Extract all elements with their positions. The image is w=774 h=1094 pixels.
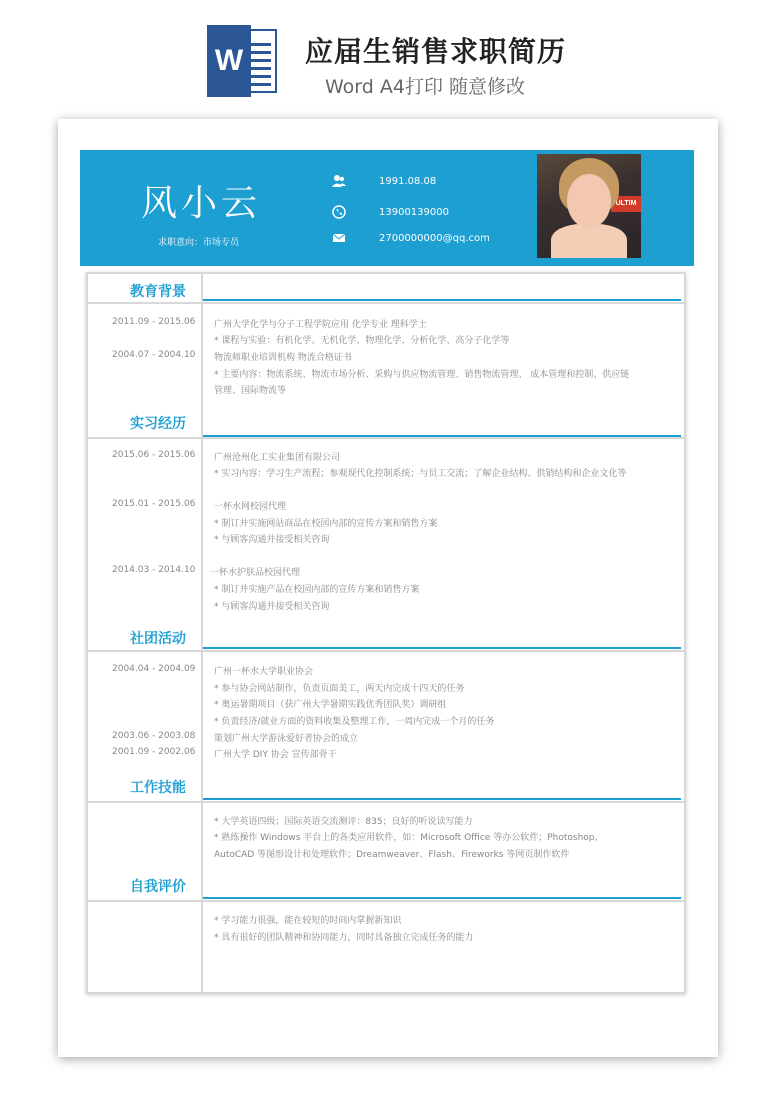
internship-date-2: 2015.01 - 2015.06 <box>112 499 196 509</box>
internship-line-6: 一杯水护肤品校园代理 <box>210 568 301 578</box>
clubs-line-2: * 参与协会网站制作，负责页面美工，两天内完成十四天的任务 <box>214 684 465 694</box>
section-separator <box>86 302 686 304</box>
clubs-date-1: 2004.04 - 2004.09 <box>112 664 196 674</box>
page-subtitle: Word A4打印 随意修改 <box>325 76 526 98</box>
clubs-date-2: 2003.06 - 2003.08 <box>112 731 196 741</box>
internship-line-4: * 制订并实施网站商品在校园内部的宣传方案和销售方案 <box>214 519 438 529</box>
section-accent-line <box>203 435 681 437</box>
user-icon <box>332 174 346 188</box>
section-title-education: 教育背景 <box>130 284 186 300</box>
skills-line-2: * 熟练操作 Windows 平台上的各类应用软件，如：Microsoft Office 等办公软件；Photoshop、 <box>214 833 604 843</box>
section-accent-line <box>203 897 681 899</box>
education-line-4: * 主要内容：物流系统、物流市场分析、采购与供应物流管理、销售物流管理、 成本管理和控制、供应链 <box>214 370 630 380</box>
phone-icon <box>332 205 346 219</box>
photo-sign: ULTIM <box>611 196 641 212</box>
section-separator <box>86 900 686 902</box>
section-accent-line <box>203 299 681 301</box>
internship-date-1: 2015.06 - 2015.06 <box>112 450 196 460</box>
clubs-line-3: * 奥运暑期项目（获广州大学暑期实践优秀团队奖）调研组 <box>214 700 447 710</box>
clubs-line-4: * 负责经济/就业方面的资料收集及整理工作，一周内完成一个月的任务 <box>214 717 495 727</box>
section-separator <box>86 437 686 439</box>
phone-text: 13900139000 <box>379 207 449 218</box>
section-title-self: 自我评价 <box>130 879 186 895</box>
education-line-5: 管理、国际物流等 <box>214 386 287 396</box>
mail-icon <box>332 231 346 245</box>
birthday-text: 1991.08.08 <box>379 176 437 187</box>
word-letter: W <box>207 25 251 97</box>
skills-line-3: AutoCAD 等图形设计和处理软件；Dreamweaver、Flash、Fireworks 等网页制作软件 <box>214 850 570 860</box>
section-accent-line <box>203 647 681 649</box>
clubs-line-6: 广州大学 DIY 协会 宣传部骨干 <box>214 750 337 760</box>
education-line-3: 物流师职业培训机构 物流合格证书 <box>214 353 352 363</box>
clubs-line-1: 广州一杯水大学职业协会 <box>214 667 314 677</box>
profile-photo <box>537 154 641 258</box>
internship-line-5: * 与顾客沟通并接受相关咨询 <box>214 535 330 545</box>
internship-line-3: 一杯水网校园代理 <box>214 502 287 512</box>
candidate-name: 风小云 <box>141 183 262 224</box>
section-separator <box>86 650 686 652</box>
skills-line-1: * 大学英语四级；国际英语交流测评：835；良好的听说读写能力 <box>214 817 473 827</box>
section-separator <box>86 801 686 803</box>
education-line-2: * 课程与实验：有机化学、无机化学、物理化学、分析化学、高分子化学等 <box>214 336 510 346</box>
job-intent: 求职意向：市场专员 <box>158 238 240 248</box>
clubs-line-5: 策划广州大学游泳爱好者协会的成立 <box>214 734 359 744</box>
internship-line-7: * 制订并实施产品在校园内部的宣传方案和销售方案 <box>214 585 420 595</box>
section-title-internship: 实习经历 <box>130 416 186 432</box>
internship-line-1: 广州沧州化工实业集团有限公司 <box>214 453 341 463</box>
clubs-date-3: 2001.09 - 2002.06 <box>112 747 196 757</box>
page-title: 应届生销售求职简历 <box>305 35 567 68</box>
section-accent-line <box>203 798 681 800</box>
word-document-icon <box>207 25 279 97</box>
education-date-2: 2004.07 - 2004.10 <box>112 350 196 360</box>
section-title-clubs: 社团活动 <box>130 631 186 647</box>
internship-line-2: * 实习内容：学习生产流程；参观现代化控制系统；与员工交流；了解企业结构、供销结构和企业文化等 <box>214 469 627 479</box>
self-line-1: * 学习能力很强，能在较短的时间内掌握新知识 <box>214 916 402 926</box>
self-line-2: * 具有很好的团队精神和协同能力，同时具备独立完成任务的能力 <box>214 933 474 943</box>
column-divider <box>201 272 203 994</box>
internship-line-8: * 与顾客沟通并接受相关咨询 <box>214 602 330 612</box>
section-title-skills: 工作技能 <box>130 780 186 796</box>
email-text: 2700000000@qq.com <box>379 233 490 244</box>
education-line-1: 广州大学化学与分子工程学院应用 化学专业 理科学士 <box>214 320 427 330</box>
education-date-1: 2011.09 - 2015.06 <box>112 317 196 327</box>
internship-date-3: 2014.03 - 2014.10 <box>112 565 196 575</box>
